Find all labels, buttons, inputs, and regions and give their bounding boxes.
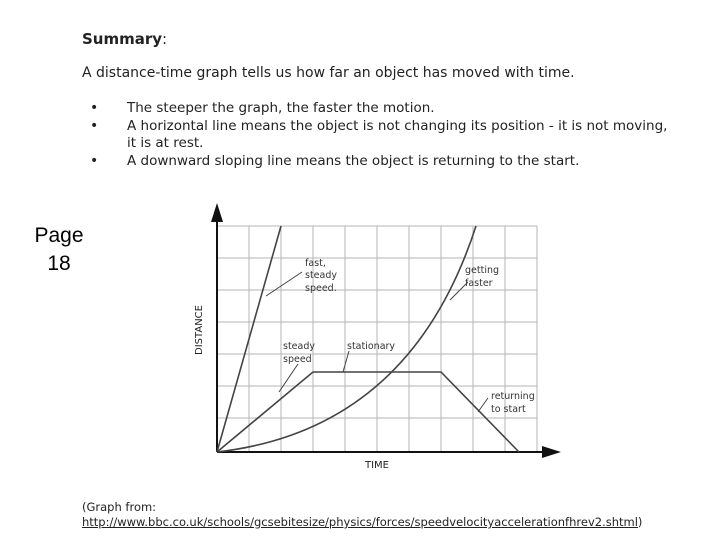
source-close-paren: ) (637, 515, 643, 529)
bullet-downward: • A downward sloping line means the object is returning to the start. (90, 153, 670, 170)
label-returning: returning (491, 391, 535, 402)
bullet-steeper: • The steeper the graph, the faster the motion. (90, 100, 670, 117)
label-faster: faster (465, 278, 493, 289)
label-steady-speed: speed (283, 354, 312, 365)
label-fast: fast, (305, 258, 326, 269)
page-number: 18 (47, 252, 71, 275)
source-link[interactable]: http://www.bbc.co.uk/schools/gcsebitesize/physics/forces/speedvelocityaccelerationfhrev2.shtml (82, 515, 638, 529)
page-word: Page (34, 224, 84, 247)
label-fast-speed: speed. (305, 283, 337, 294)
label-getting: getting (465, 265, 500, 276)
x-axis-arrow (542, 446, 561, 458)
summary-heading-colon: : (162, 30, 168, 48)
summary-heading-bold: Summary (82, 30, 163, 48)
source-url-line (82, 515, 642, 530)
y-axis-label: DISTANCE (194, 305, 205, 355)
graph-source-note (82, 500, 642, 530)
label-fast-steady: steady (305, 270, 337, 281)
label-stationary: stationary (347, 341, 396, 352)
source-intro: (Graph from: (82, 500, 157, 514)
graph-axes (217, 214, 550, 452)
label-steady: steady (283, 341, 315, 352)
steady-stationary-returning-line (217, 372, 519, 452)
label-to-start: to start (491, 404, 526, 415)
summary-intro: A distance-time graph tells us how far an object has moved with time. (82, 65, 575, 81)
graph-grid (217, 226, 537, 452)
x-axis-label: TIME (365, 460, 390, 471)
y-axis-arrow (211, 203, 223, 222)
bullet-horizontal: • A horizontal line means the object is not changing its position - it is not moving, it is at rest. (90, 118, 670, 152)
